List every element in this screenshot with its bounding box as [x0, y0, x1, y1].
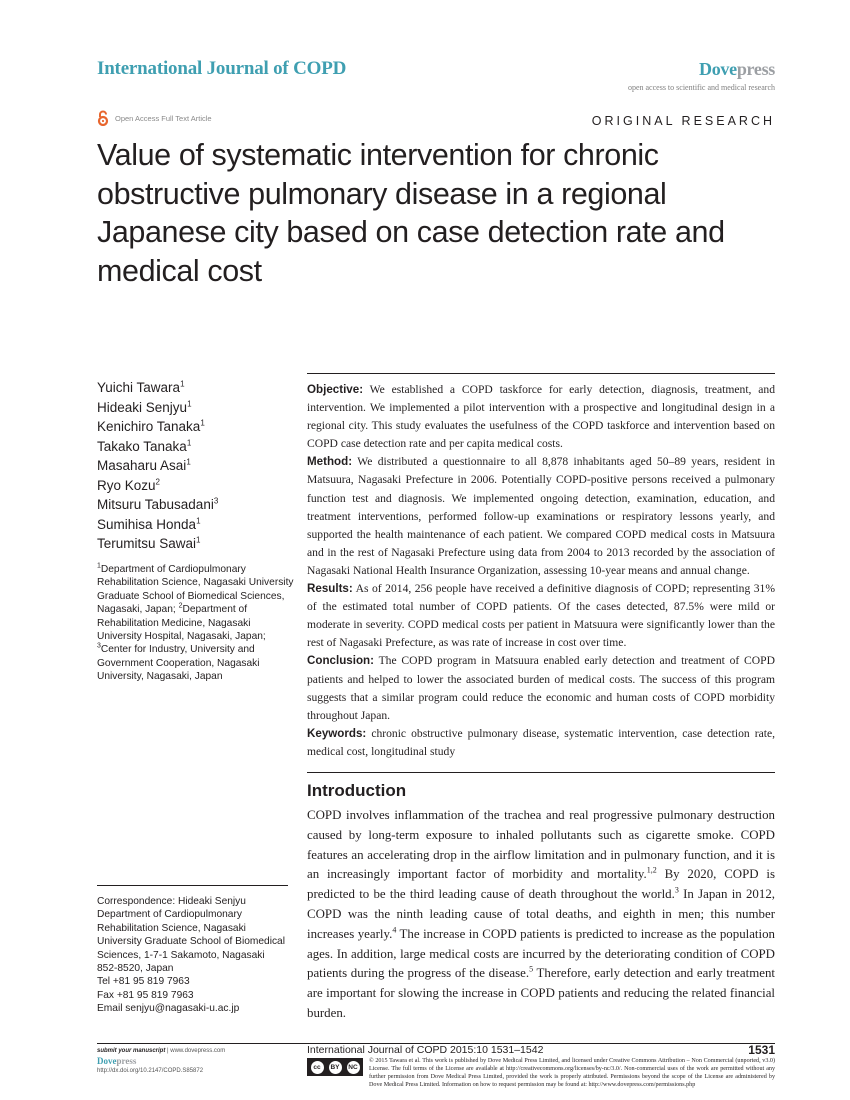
doi-link[interactable]: http://dx.doi.org/10.2147/COPD.S85872	[97, 1068, 204, 1074]
abstract-results	[307, 580, 775, 652]
correspondence-line: Sciences, 1-7-1 Sakamoto, Nagasaki	[97, 949, 265, 961]
author-name	[97, 398, 218, 418]
affiliation-text: Department of Rehabilitation Medicine, Nagasaki University Hospital, Nagasaki, Japan;	[97, 604, 266, 643]
cc-icon: cc	[311, 1061, 324, 1074]
affiliations	[97, 563, 297, 684]
separator: |	[165, 1048, 171, 1054]
section-text: We established a COPD taskforce for early detection, diagnosis, treatment, and intervention. We implemented a pilot intervention with a prospective and longitudinal design in a regional city. This study evaluates the usefulness of the COPD taskforce and intervention based on COPD case detection rate and per capita medical costs.	[307, 383, 775, 451]
submit-label: submit your manuscript	[97, 1048, 166, 1054]
body-text: COPD involves inflammation of the trachea and real progressive pulmonary destruction caused by long-term exposure to inhaled pollutants such as cigarette smoke. COPD features an accelerating drop in the airflow limitation and in pulmonary function, and it is an increasingly important factor of morbidity and mortality.	[307, 808, 775, 882]
body-text: The increase in COPD patients is predicted to increase as the population ages. In addition, large medical costs are incurred by the deteriorating condition of COPD patients during the progress of the disease.	[307, 926, 775, 981]
publisher-logo-sub: press	[736, 59, 775, 79]
section-label: Conclusion:	[307, 654, 374, 668]
author-name-text: Takako Tanaka	[97, 438, 187, 454]
author-name-text: Sumihisa Honda	[97, 516, 197, 532]
affiliation-text: Department of Cardiopulmonary Rehabilitation Science, Nagasaki University Graduate School of Biomedical Sciences, Nagasaki, Japan;	[97, 564, 294, 616]
correspondence-line: 852-8520, Japan	[97, 963, 174, 975]
page-number: 1531	[748, 1043, 775, 1057]
author-name	[97, 495, 218, 515]
journal-name: International Journal of COPD	[97, 58, 347, 79]
section-text: As of 2014, 256 people have received a definitive diagnosis of COPD; representing 31% of the estimated total number of COPD patients. Of the cases detected, 87.5% were mild or moderate in severity. COPD medical costs per patient in Matsuura were significantly lower than the rest of Nagasaki Prefecture, as was rate of increase in cost over time.	[307, 582, 775, 650]
author-name	[97, 456, 218, 476]
author-affiliation-number: 1	[196, 535, 201, 545]
section-heading: Introduction	[307, 781, 407, 800]
abstract	[307, 381, 775, 761]
author-name-text: Mitsuru Tabusadani	[97, 497, 214, 512]
footer-left	[97, 1046, 225, 1076]
author-affiliation-number: 1	[200, 418, 205, 428]
body-text: By 2020, COPD is predicted to be the third leading cause of death throughout the world.	[307, 867, 775, 902]
author-name	[97, 378, 218, 398]
footer-logo-main: Dove	[97, 1056, 117, 1066]
open-access-label: Open Access Full Text Article	[115, 113, 212, 123]
article-type: ORIGINAL RESEARCH	[591, 114, 775, 128]
correspondence-line: Department of Cardiopulmonary	[97, 909, 242, 921]
submit-manuscript-link[interactable]	[97, 1046, 225, 1056]
correspondence-line: University Graduate School of Biomedical	[97, 936, 285, 948]
footer-publisher-logo	[97, 1056, 225, 1066]
abstract-conclusion	[307, 652, 775, 724]
affiliation-number: 1	[97, 562, 101, 570]
author-name	[97, 437, 218, 457]
open-access-icon	[97, 110, 109, 126]
section-text: We distributed a questionnaire to all 8,878 inhabitants aged 50–89 years, resident in Matsuura, Nagasaki Prefecture in 2006. Potentially COPD-positive persons received a pulmonary function test and diagnosis. We implemented ongoing detection, examination, education, and treatment interventions, performed follow-up examinations or respiratory lessons yearly, and supported the health maintenance of each patient. We compared COPD medical costs in Matsuura and in the rest of Nagasaki Prefecture using data from 2004 to 2013 recorded by the association of Nagasaki National Health Insurance Organization, assessing 10-year means and annual change.	[307, 455, 775, 577]
divider	[97, 885, 288, 886]
section-label: Keywords:	[307, 726, 367, 740]
citation-ref[interactable]: 3	[674, 885, 679, 895]
keywords-text: chronic obstructive pulmonary disease, systematic intervention, case detection rate, medical cost, longitudinal study	[307, 726, 775, 758]
cc-by-icon: BY	[329, 1061, 342, 1074]
footer-logo-sub: press	[116, 1056, 137, 1066]
abstract-keywords	[307, 725, 775, 761]
author-name	[97, 534, 218, 554]
affiliation-number: 3	[97, 643, 101, 651]
abstract-method	[307, 453, 775, 580]
correspondence-line: Tel +81 95 819 7963	[97, 976, 190, 988]
publisher-logo-main: Dove	[699, 59, 737, 79]
correspondence-email[interactable]: Email senjyu@nagasaki-u.ac.jp	[97, 1003, 240, 1015]
author-list	[97, 378, 218, 554]
author-name-text: Kenichiro Tanaka	[97, 419, 201, 434]
publisher-logo[interactable]	[699, 59, 775, 80]
author-name-text: Ryo Kozu	[97, 477, 156, 493]
author-affiliation-number: 1	[180, 379, 185, 389]
submit-url: www.dovepress.com	[170, 1048, 226, 1054]
correspondence-line: Correspondence: Hideaki Senjyu	[97, 896, 246, 907]
author-name	[97, 515, 218, 535]
author-affiliation-number: 1	[196, 516, 201, 525]
publisher-tagline: open access to scientific and medical research	[627, 83, 775, 92]
body-text: In Japan in 2012, COPD was the ninth leading cause of total deaths, and eighth in men; this number increases yearly.	[307, 887, 775, 941]
license-text: © 2015 Tawara et al. This work is published by Dove Medical Press Limited, and licensed under Creative Commons Attribution – Non Commercial (unported, v3.0) License. The full terms of the License are available at http://creativecommons.org/licenses/by-nc/3.0/. Non-commercial uses of the work are permitted without any further permission from Dove Medical Press Limited, provided the work is properly attributed. Permissions beyond the scope of the License are administered by Dove Medical Press Limited. Information on how to request permission may be found at: http://www.dovepress.com/permissions.php	[369, 1058, 775, 1088]
author-name-text: Terumitsu Sawai	[97, 536, 197, 551]
author-name-text: Hideaki Senjyu	[97, 399, 188, 415]
correspondence	[97, 895, 297, 1016]
creative-commons-badge[interactable]	[307, 1058, 363, 1076]
author-affiliation-number: 1	[186, 457, 191, 467]
open-access-badge	[97, 110, 212, 126]
divider	[307, 373, 775, 374]
citation-ref[interactable]: 1,2	[646, 866, 657, 876]
author-name	[97, 476, 218, 496]
author-name-text: Masaharu Asai	[97, 458, 187, 473]
section-label: Objective:	[307, 383, 364, 396]
section-label: Results:	[307, 582, 353, 596]
author-name-text: Yuichi Tawara	[97, 380, 181, 395]
citation-ref[interactable]: 4	[392, 925, 397, 935]
section-text: The COPD program in Matsuura enabled early detection and treatment of COPD patients and helped to lower the associated burden of medical costs. The success of this program suggests that a similar program could reduce the economic and human costs of COPD morbidity throughout Japan.	[307, 654, 775, 722]
abstract-objective	[307, 381, 775, 453]
citation-ref[interactable]: 5	[529, 965, 534, 975]
author-name	[97, 417, 218, 437]
author-affiliation-number: 1	[187, 399, 192, 408]
license-block	[307, 1058, 775, 1090]
author-affiliation-number: 1	[186, 438, 192, 447]
article-title: Value of systematic intervention for chronic obstructive pulmonary disease in a regional Japanese city based on case detection rate and medical cost	[97, 138, 725, 288]
author-affiliation-number: 3	[213, 496, 219, 506]
footer-citation: International Journal of COPD 2015:10 1531–1542	[307, 1044, 544, 1056]
correspondence-line: Fax +81 95 819 7963	[97, 989, 194, 1001]
introduction-paragraph	[307, 806, 775, 1024]
divider	[307, 772, 775, 773]
author-affiliation-number: 2	[155, 477, 160, 486]
correspondence-line: Rehabilitation Science, Nagasaki	[97, 922, 246, 934]
affiliation-text: Center for Industry, University and Government Cooperation, Nagasaki University, Nagasaki, Japan	[97, 644, 260, 683]
cc-nc-icon: NC	[347, 1061, 360, 1074]
section-label: Method:	[307, 455, 353, 469]
affiliation-number: 2	[178, 602, 183, 610]
body-text: Therefore, early detection and early treatment are important for slowing the increase in COPD patients and reducing the related financial burden.	[307, 966, 775, 1020]
